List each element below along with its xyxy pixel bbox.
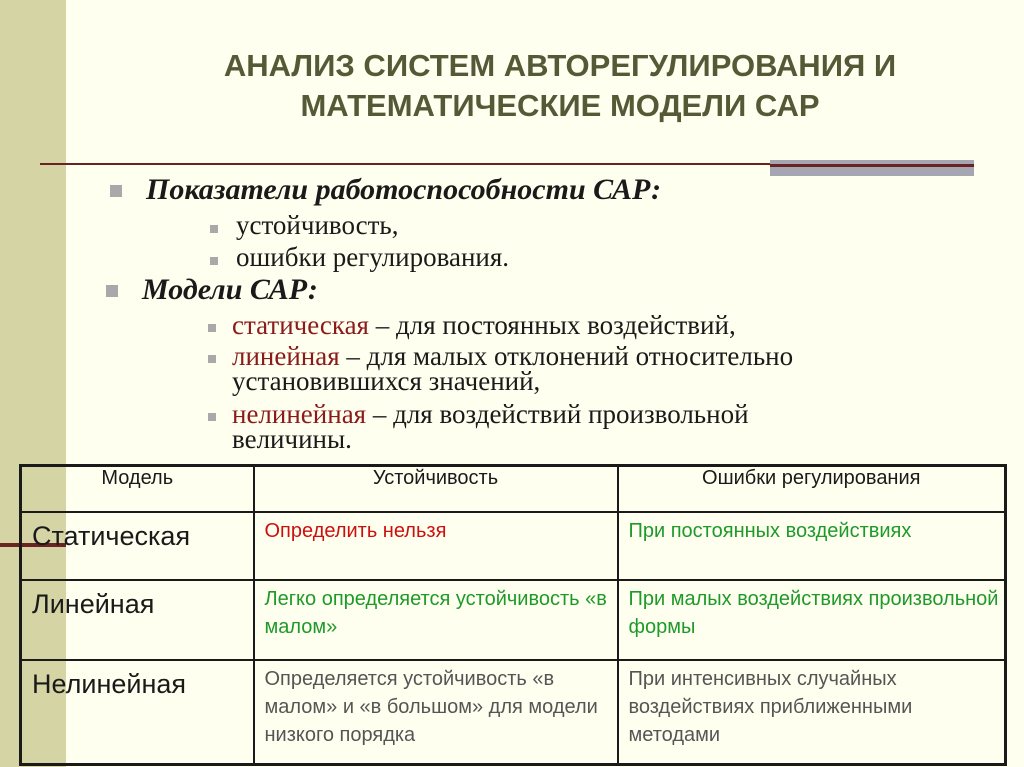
square-bullet-icon <box>208 413 216 421</box>
model-term: линейная <box>232 341 340 371</box>
title-divider-accent <box>770 160 974 176</box>
table-row <box>21 580 1006 660</box>
section-heading-performance: Показатели работоспособности САР: <box>146 173 662 206</box>
table-header-row <box>21 466 1006 513</box>
row-stability-cell: Легко определяется устойчивость «в малом» <box>254 580 618 660</box>
comparison-table <box>19 464 1007 766</box>
table-row <box>21 660 1006 764</box>
slide-title <box>150 46 970 126</box>
row-stability-cell: Определяется устойчивость «в малом» и «в большом» для модели низкого порядка <box>254 660 618 764</box>
table-row <box>21 512 1006 580</box>
column-header-errors: Ошибки регулирования <box>618 466 1006 513</box>
row-model-name: Линейная <box>21 580 254 660</box>
model-term: статическая <box>232 310 369 340</box>
square-bullet-icon <box>210 257 218 265</box>
row-errors-cell: При постоянных воздействиях <box>618 512 1006 580</box>
square-bullet-icon <box>106 285 118 297</box>
model-description: – для постоянных воздействий, <box>368 310 736 340</box>
list-item: ошибки регулирования. <box>236 242 510 272</box>
square-bullet-icon <box>110 185 122 197</box>
model-description: – для малых отклонений относительно <box>339 341 794 371</box>
list-item <box>232 311 736 339</box>
row-errors-cell: При интенсивных случайных воздействиях приближенными методами <box>618 660 1006 764</box>
square-bullet-icon <box>210 225 218 233</box>
title-line-2: МАТЕМАТИЧЕСКИЕ МОДЕЛИ САР <box>300 88 820 123</box>
row-model-name: Нелинейная <box>21 660 254 764</box>
model-term: нелинейная <box>232 399 367 429</box>
list-item-continuation: величины. <box>232 424 352 454</box>
list-item: устойчивость, <box>236 210 399 240</box>
title-line-1: АНАЛИЗ СИСТЕМ АВТОРЕГУЛИРОВАНИЯ И <box>223 48 897 83</box>
square-bullet-icon <box>208 324 216 332</box>
row-stability-cell: Определить нельзя <box>254 512 618 580</box>
square-bullet-icon <box>208 355 216 363</box>
column-header-model: Модель <box>21 466 254 513</box>
column-header-stability: Устойчивость <box>254 466 618 513</box>
model-description: – для воздействий произвольной <box>366 399 749 429</box>
row-model-name: Статическая <box>21 512 254 580</box>
row-errors-cell: При малых воздействиях произвольной формы <box>618 580 1006 660</box>
section-heading-models: Модели САР: <box>142 273 318 306</box>
list-item-continuation: установившихся значений, <box>232 366 541 396</box>
